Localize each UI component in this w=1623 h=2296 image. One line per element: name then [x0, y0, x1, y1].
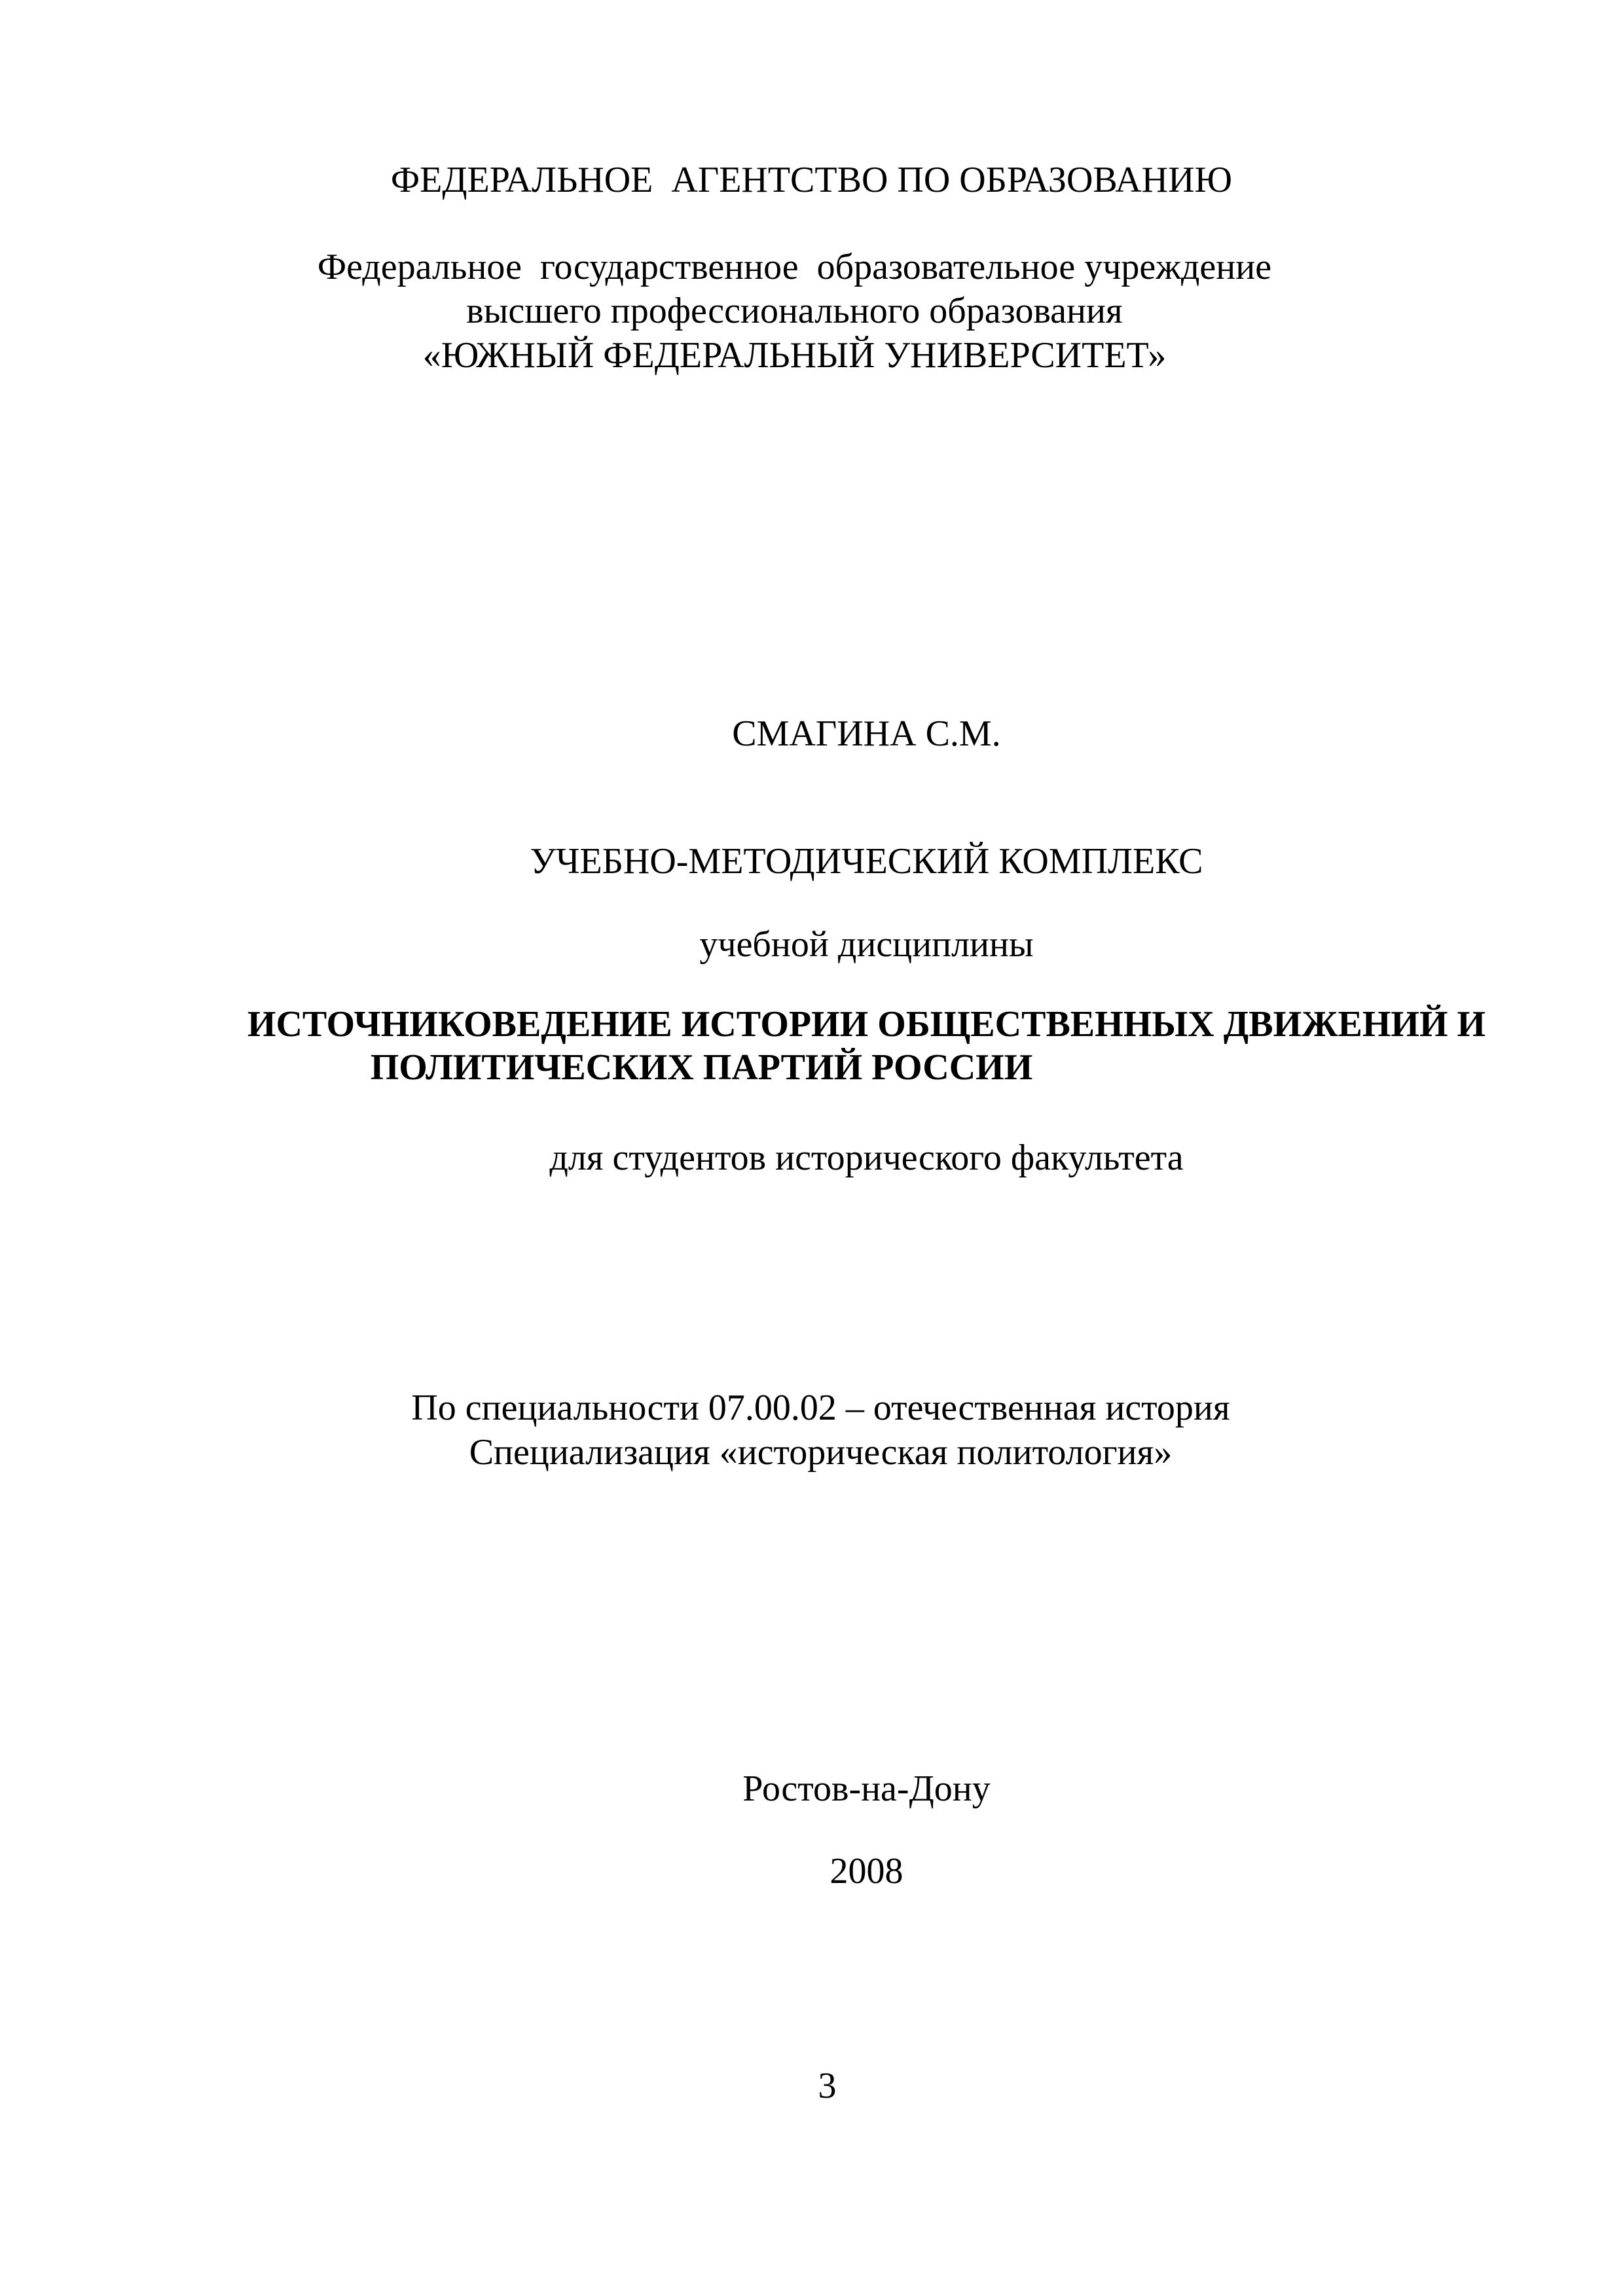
institution-type-line-2: высшего профессионального образования	[466, 291, 1123, 331]
institution-type-line-1: Федеральное государственное образовательное учреждение	[317, 247, 1272, 287]
city: Ростов-на-Дону	[742, 1768, 991, 1809]
course-title-line-1: ИСТОЧНИКОВЕДЕНИЕ ИСТОРИИ ОБЩЕСТВЕННЫХ ДВИЖЕНИЙ И	[247, 1004, 1486, 1045]
specialty: По специальности 07.00.02 – отечественная история	[411, 1388, 1230, 1428]
agency-name: ФЕДЕРАЛЬНОЕ АГЕНТСТВО ПО ОБРАЗОВАНИЮ	[390, 160, 1233, 200]
year: 2008	[830, 1851, 903, 1892]
author-name: СМАГИНА С.М.	[732, 713, 1001, 754]
page-number: 3	[818, 2066, 837, 2106]
specialization: Специализация «историческая политология»	[469, 1432, 1173, 1473]
discipline-label: учебной дисциплины	[699, 924, 1034, 965]
course-title-line-2: ПОЛИТИЧЕСКИХ ПАРТИЙ РОССИИ	[370, 1047, 1033, 1088]
audience: для студентов исторического факультета	[549, 1138, 1184, 1178]
university-name: «ЮЖНЫЙ ФЕДЕРАЛЬНЫЙ УНИВЕРСИТЕТ»	[422, 335, 1167, 376]
document-type: УЧЕБНО-МЕТОДИЧЕСКИЙ КОМПЛЕКС	[530, 841, 1203, 882]
